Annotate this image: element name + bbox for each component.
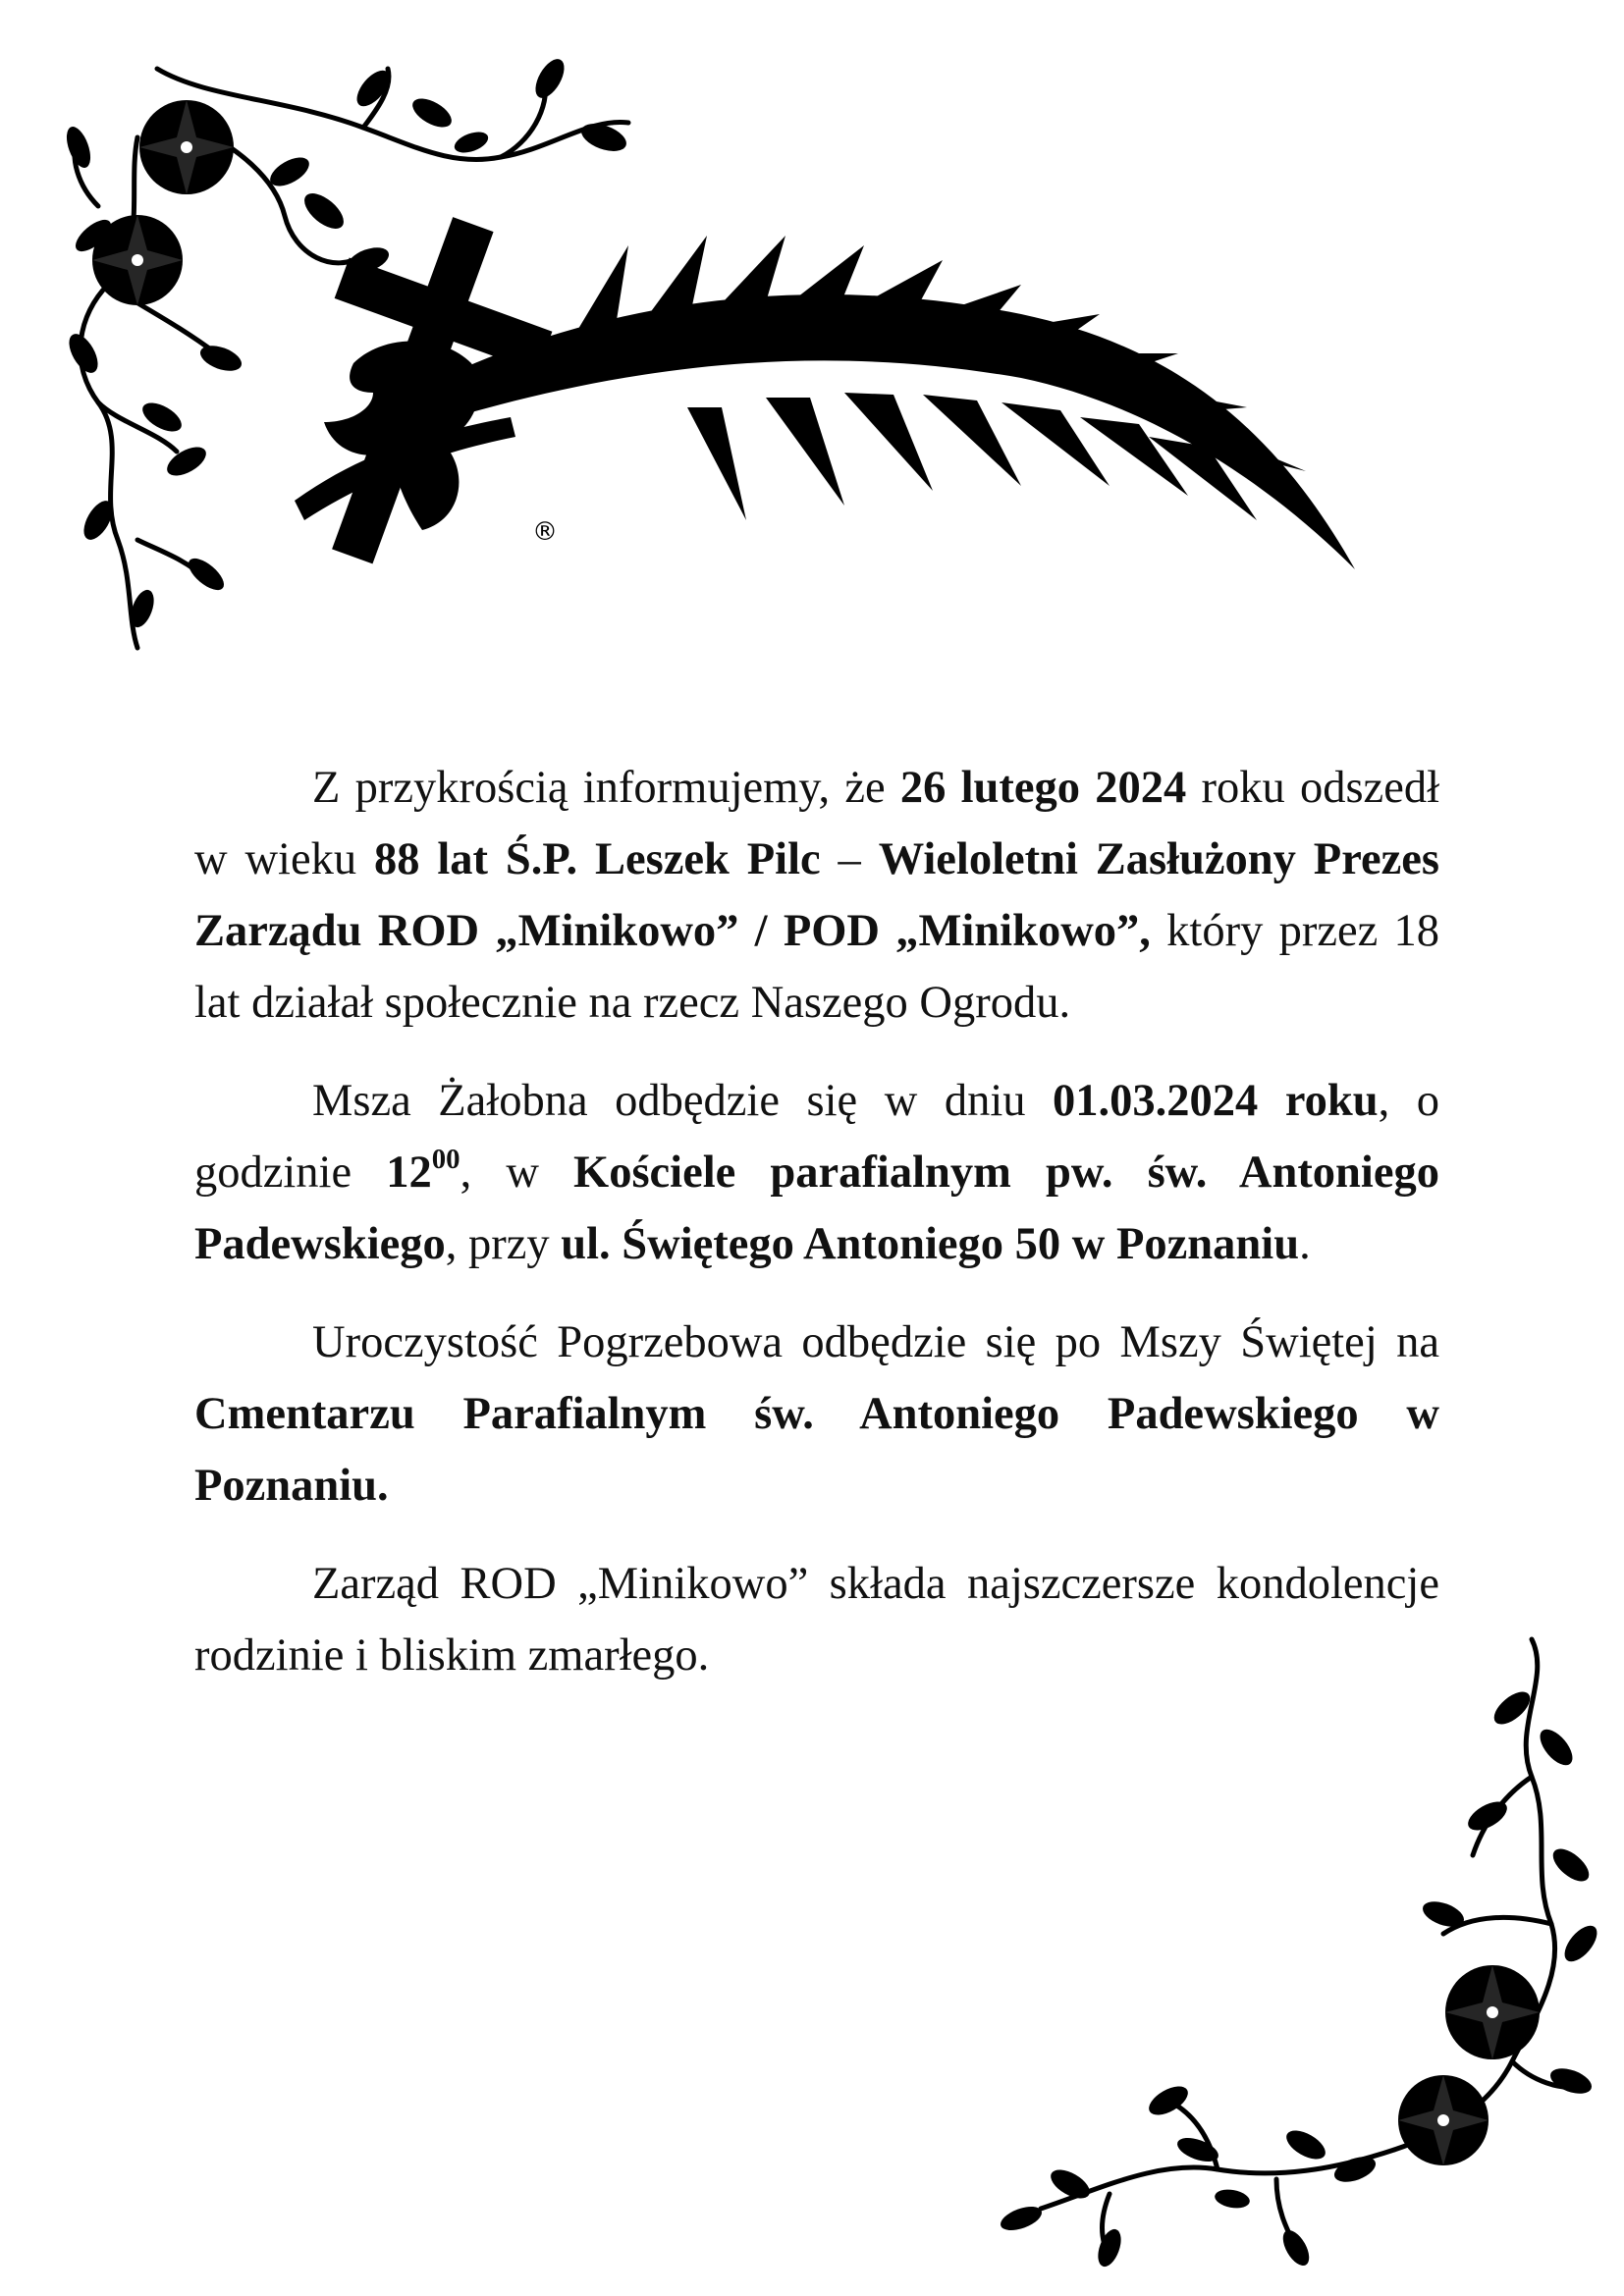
cross-with-palm-branch-icon — [275, 206, 1375, 599]
condolences-paragraph: Zarząd ROD „Minikowo” składa najszczersze kondolencje rodzinie i bliskim zmarłego. — [194, 1559, 1439, 1681]
registered-mark: ® — [532, 517, 558, 547]
deceased-title: Wieloletni Zasłużony Prezes Zarządu ROD „Minikowo” / POD „Minikowo”, — [194, 834, 1440, 956]
death-date: 26 lutego 2024 — [899, 763, 1187, 813]
announcement-paragraph: Z przykrością informujemy, że 26 lutego 2024 roku odszedł w wieku 88 lat Ś.P. Leszek Pilc – Wieloletni Zasłużony Prezes Zarządu ROD „Minikowo” / POD „Minikowo”, który przez 18 lat działał społecznie na rzecz Naszego Ogrodu. — [194, 763, 1440, 1028]
mass-date: 01.03.2024 roku — [1053, 1076, 1379, 1126]
obituary-text — [194, 752, 1439, 1718]
mass-time: $12^{00}$ — [386, 1143, 460, 1198]
mass-paragraph: Msza Żałobna odbędzie się w dniu 01.03.2024 roku, o godzinie $12^{00}$, w Kościele parafialnym pw. św. Antoniego Padewskiego, przy ul. Świętego Antoniego 50 w Poznaniu. — [194, 1076, 1440, 1269]
cemetery-name: Cmentarzu Parafialnym św. Antoniego Padewskiego w Poznaniu. — [194, 1389, 1439, 1511]
church-address: ul. Świętego Antoniego 50 w Poznaniu — [561, 1219, 1300, 1269]
church-name: Kościele parafialnym pw. św. Antoniego Padewskiego — [194, 1148, 1439, 1269]
deceased-age-name: 88 lat Ś.P. Leszek Pilc — [373, 834, 821, 884]
funeral-paragraph: Uroczystość Pogrzebowa odbędzie się po Mszy Świętej na Cmentarzu Parafialnym św. Antoniego Padewskiego w Poznaniu. — [194, 1317, 1439, 1511]
